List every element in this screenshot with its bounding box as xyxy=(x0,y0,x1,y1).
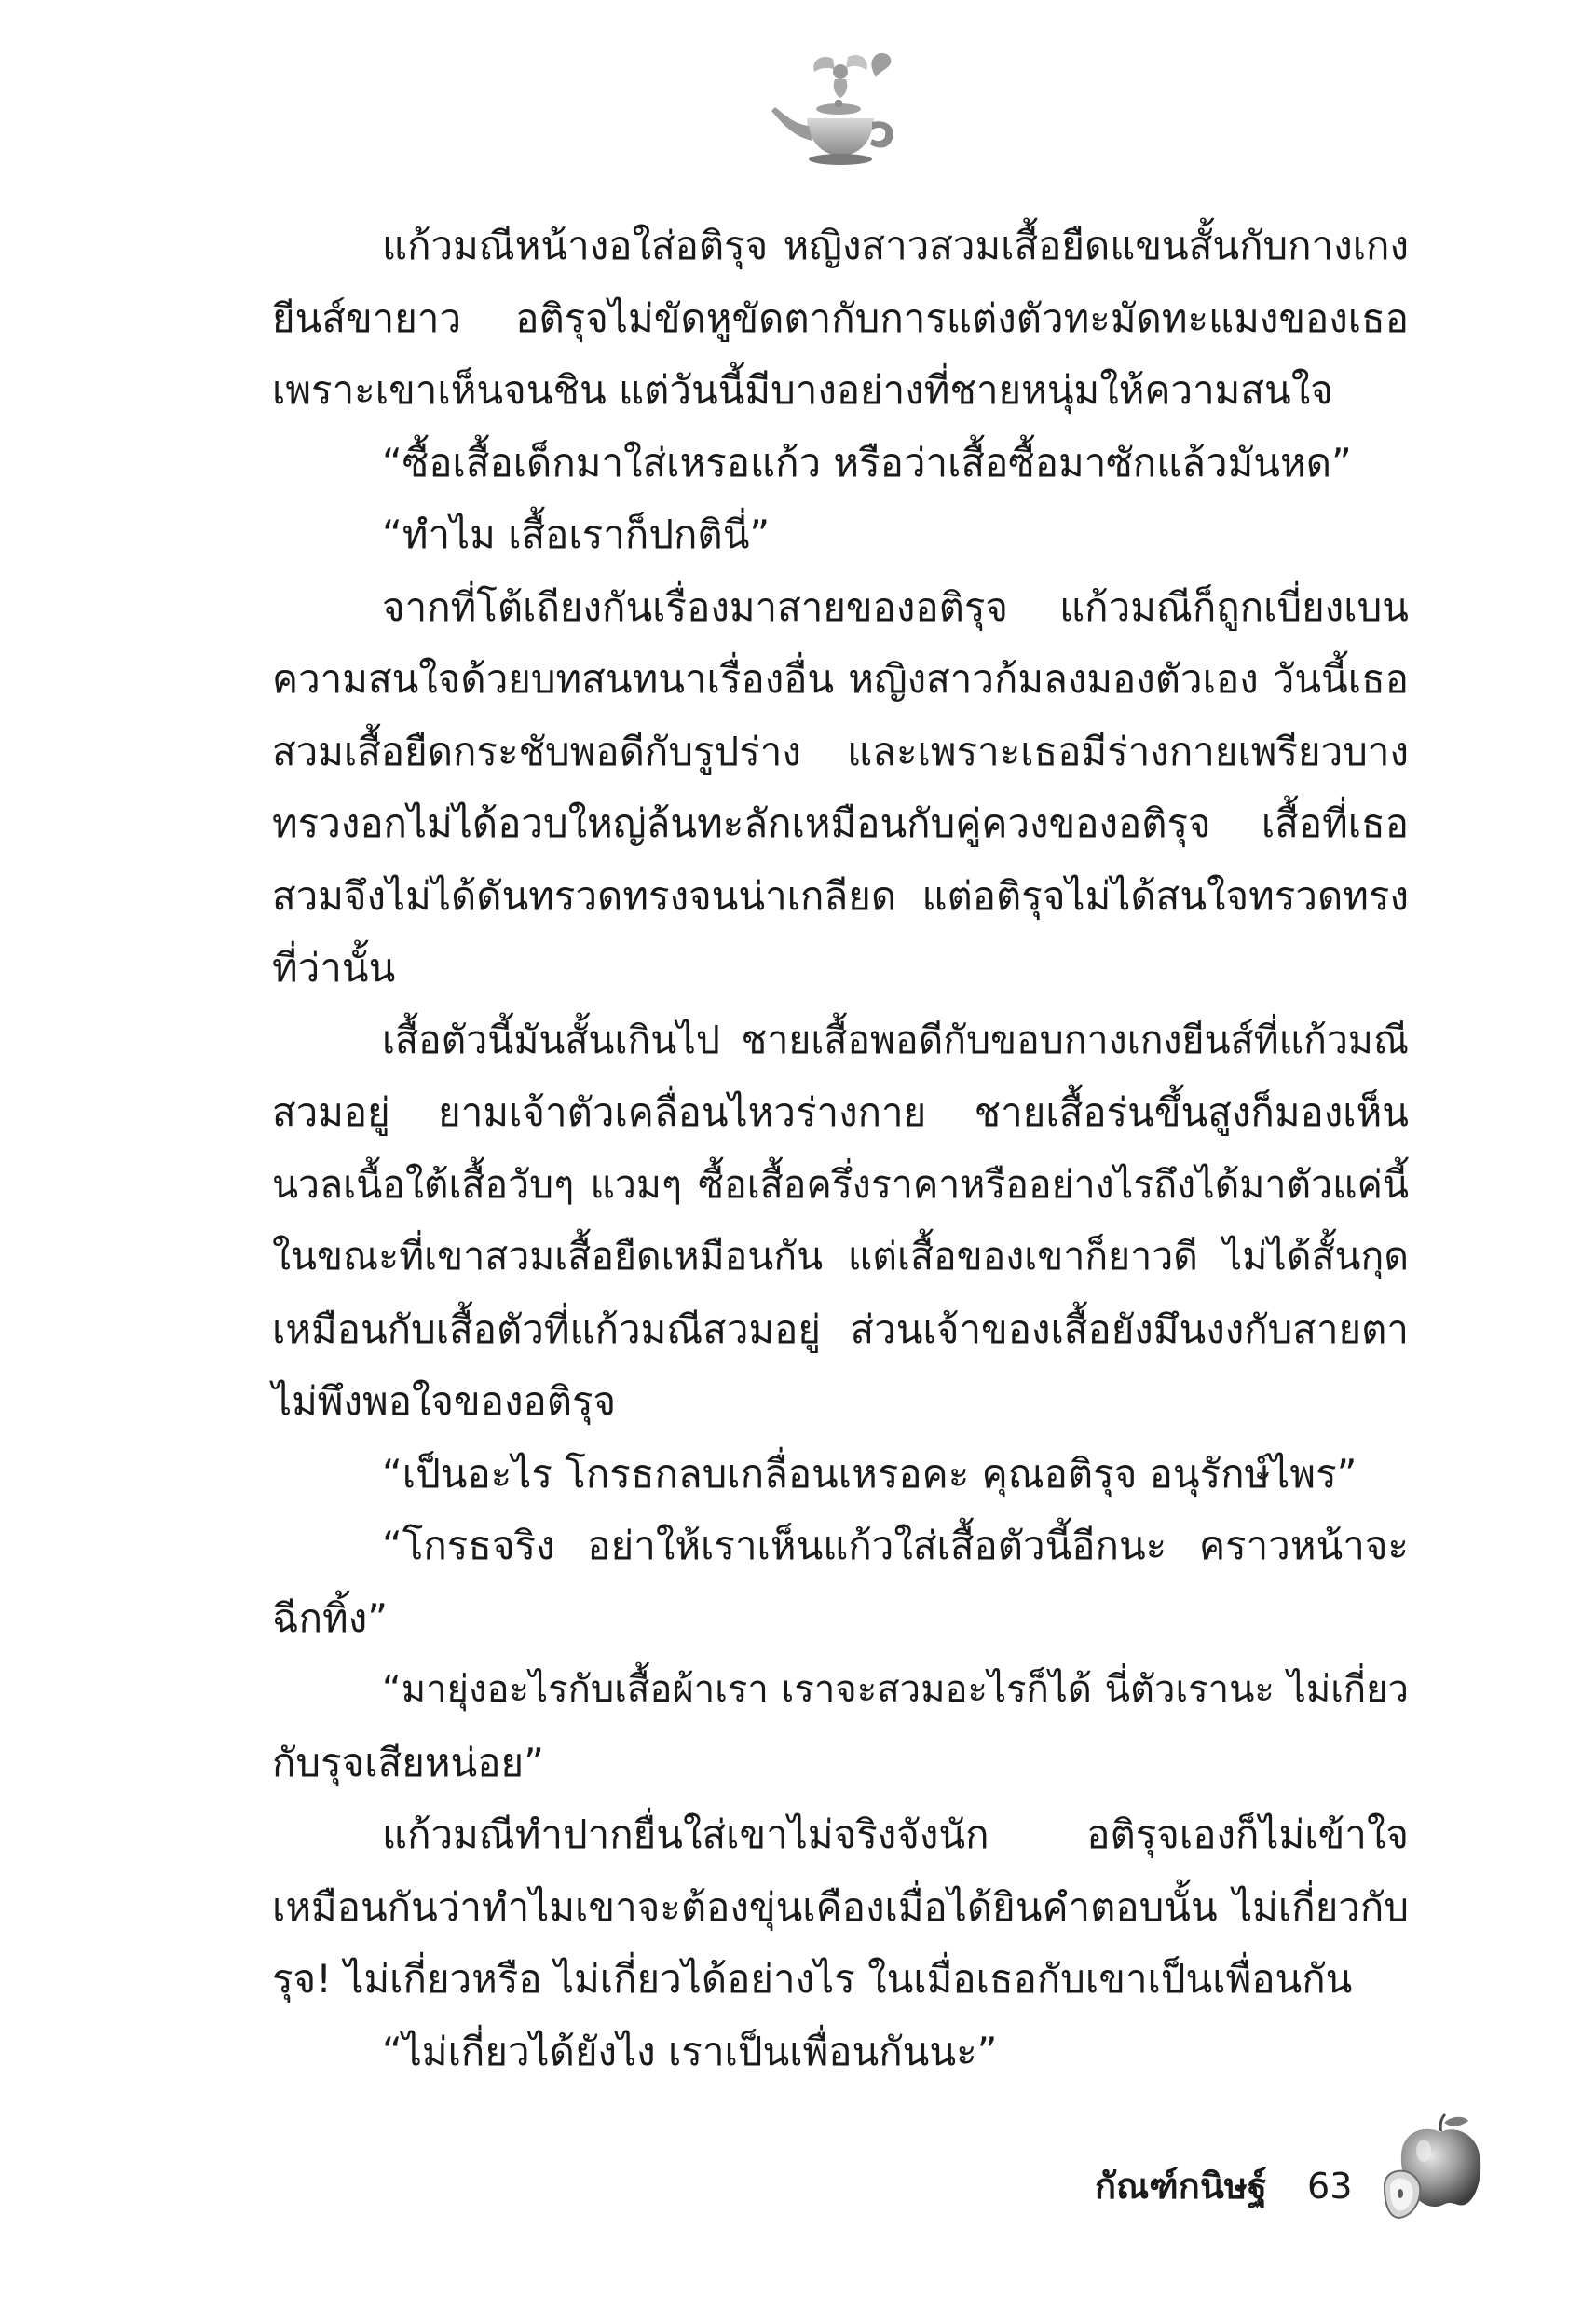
text-line: แก้วมณีหน้างอใส่อติรุจ หญิงสาวสวมเสื้อยืดแขนสั้นกับกางเกง xyxy=(382,223,1409,268)
text-line: สวมอยู่ ยามเจ้าตัวเคลื่อนไหวร่างกาย ชายเสื้อร่นขึ้นสูงก็มองเห็น xyxy=(272,1089,1409,1135)
text-line: ทรวงอกไม่ได้อวบใหญ่ล้นทะลักเหมือนกับคู่ควงของอติรุจ เสื้อที่เธอ xyxy=(272,800,1409,846)
text-line: “ทำไม เสื้อเราก็ปกตินี่” xyxy=(382,512,771,557)
text-line: ไม่พึงพอใจของอติรุจ xyxy=(272,1378,617,1424)
apple-icon xyxy=(1381,2113,1483,2223)
text-line: เสื้อตัวนี้มันสั้นเกินไป ชายเสื้อพอดีกับขอบกางเกงยีนส์ที่แก้วมณี xyxy=(382,1017,1409,1062)
text-line: “ซื้อเสื้อเด็กมาใส่เหรอแก้ว หรือว่าเสื้อซื้อมาซักแล้วมันหด” xyxy=(382,439,1352,485)
text-line: แก้วมณีทำปากยื่นใส่เขาไม่จริงจังนัก อติรุจเองก็ไม่เข้าใจ xyxy=(382,1812,1409,1857)
book-title: กัณฑ์กนิษฐ์ xyxy=(1095,2166,1267,2207)
text-line: เหมือนกันว่าทำไมเขาจะต้องขุ่นเคืองเมื่อได้ยินคำตอบนั้น ไม่เกี่ยวกับ xyxy=(272,1883,1409,1930)
page-footer xyxy=(1095,2157,1352,2214)
text-line: สวมจึงไม่ได้ดันทรวดทรงจนน่าเกลียด แต่อติรุจไม่ได้สนใจทรวดทรง xyxy=(272,872,1409,919)
teapot-ornament-icon xyxy=(766,51,915,172)
body-text xyxy=(272,210,1409,2087)
page-number: 63 xyxy=(1307,2166,1353,2207)
text-line: เหมือนกับเสื้อตัวที่แก้วมณีสวมอยู่ ส่วนเจ้าของเสื้อยังมึนงงกับสายตา xyxy=(272,1306,1409,1352)
text-line: ในขณะที่เขาสวมเสื้อยืดเหมือนกัน แต่เสื้อของเขาก็ยาวดี ไม่ได้สั้นกุด xyxy=(272,1234,1409,1279)
text-line: ยีนส์ขายาว อติรุจไม่ขัดหูขัดตากับการแต่งตัวทะมัดทะแมงของเธอ xyxy=(272,294,1409,341)
text-line: “ไม่เกี่ยวได้ยังไง เราเป็นเพื่อนกันนะ” xyxy=(382,2028,998,2074)
text-line: “มายุ่งอะไรกับเสื้อผ้าเรา เราจะสวมอะไรก็ได้ นี่ตัวเรานะ ไม่เกี่ยว xyxy=(382,1668,1409,1711)
text-line: ที่ว่านั้น xyxy=(272,945,396,991)
text-line: “โกรธจริง อย่าให้เราเห็นแก้วใส่เสื้อตัวนี้อีกนะ คราวหน้าจะ xyxy=(382,1523,1409,1568)
text-line: สวมเสื้อยืดกระชับพอดีกับรูปร่าง และเพราะเธอมีร่างกายเพรียวบาง xyxy=(272,728,1409,774)
text-line: นวลเนื้อใต้เสื้อวับๆ แวมๆ ซื้อเสื้อครึ่งราคาหรืออย่างไรถึงได้มาตัวแค่นี้ xyxy=(272,1161,1409,1207)
text-line: “เป็นอะไร โกรธกลบเกลื่อนเหรอคะ คุณอติรุจ อนุรักษ์ไพร” xyxy=(382,1450,1357,1497)
text-line: จากที่โต้เถียงกันเรื่องมาสายของอติรุจ แก้วมณีก็ถูกเบี่ยงเบน xyxy=(382,583,1409,630)
text-line: กับรุจเสียหน่อย” xyxy=(272,1739,544,1785)
text-line: ฉีกทิ้ง” xyxy=(272,1594,388,1641)
text-line: รุจ! ไม่เกี่ยวหรือ ไม่เกี่ยวได้อย่างไร ในเมื่อเธอกับเขาเป็นเพื่อนกัน xyxy=(272,1956,1353,2002)
text-line: เพราะเขาเห็นจนชิน แต่วันนี้มีบางอย่างที่ชายหนุ่มให้ความสนใจ xyxy=(272,367,1333,413)
text-line: ความสนใจด้วยบทสนทนาเรื่องอื่น หญิงสาวก้มลงมองตัวเอง วันนี้เธอ xyxy=(272,656,1409,702)
